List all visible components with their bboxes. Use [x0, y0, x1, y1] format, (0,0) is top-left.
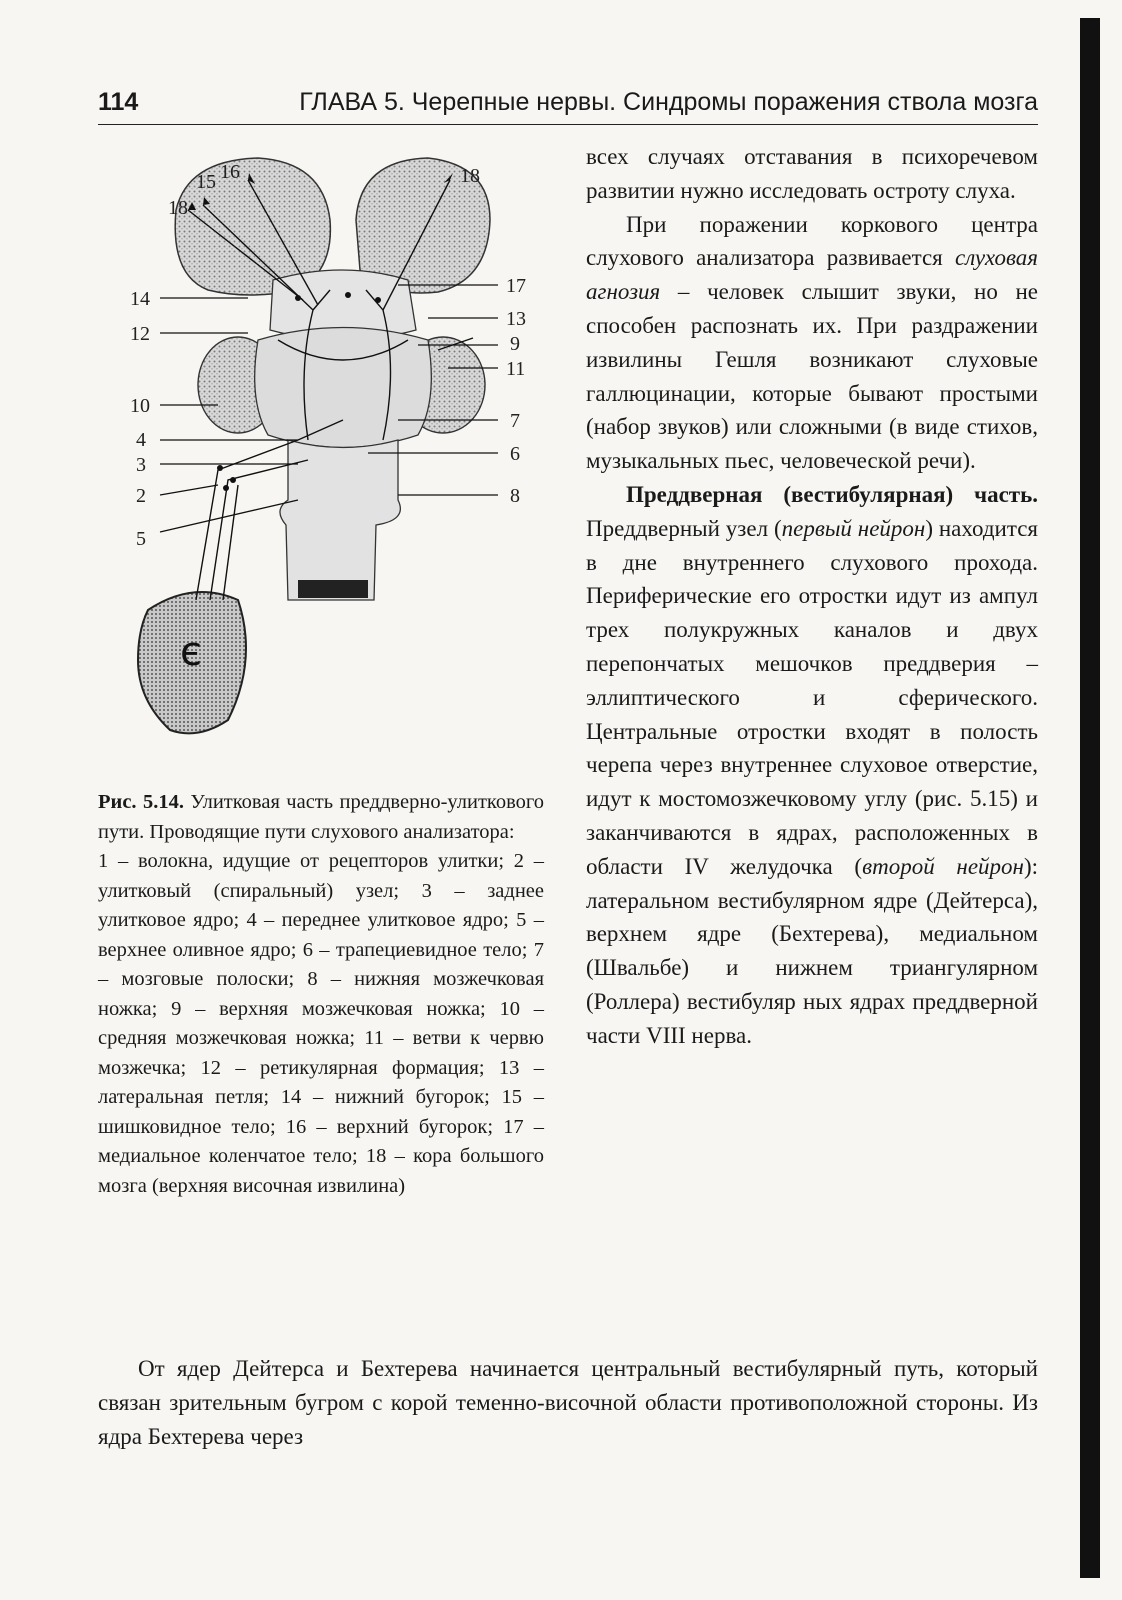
medulla [280, 440, 400, 600]
medulla-base [298, 580, 368, 598]
p3-emphasis-1: первый нейрон [781, 515, 926, 541]
paragraph-2 [586, 208, 1038, 478]
caption-text: Улитковая часть преддверно-улиткового пути. Проводящие пути слухового анализатора: [98, 791, 545, 843]
label-10: 10 [130, 395, 150, 417]
label-9: 9 [510, 333, 520, 355]
label-8: 8 [510, 485, 520, 507]
brainstem-diagram [98, 140, 548, 780]
label-6: 6 [510, 443, 520, 465]
p2-text-b: – человек слышит звуки, но не способен распознать их. При раздражении извилины Гешля возникают слуховые галлюцинации, которые бывают простыми (набор звуков) или сложными (в виде стихов, музыкальных пьес, человеческой речи). [586, 279, 1038, 474]
label-4: 4 [136, 429, 146, 451]
running-head: ГЛАВА 5. Черепные нервы. Синдромы поражения ствола мозга [299, 88, 1038, 116]
p3-text-a: Преддверный узел ( [586, 515, 782, 541]
label-17: 17 [506, 275, 526, 297]
caption-legend: 1 – волокна, идущие от рецепторов улитки; 2 – улитковый (спиральный) узел; 3 – заднее улитковое ядро; 4 – переднее улитковое ядро; 5 – верхнее оливное ядро; 6 – трапециевидное тело; 7 – мозговые полоски; 8 – нижняя мозжечковая ножка; 9 – верхняя мозжечковая ножка; 10 – средняя мозжечковая ножка; 11 – ветви к червю мозжечка; 12 – ретикулярная формация; 13 – латеральная петля; 14 – нижний бугорок; 15 – шишковидное тело; 16 – верхний бугорок; 17 – медиальное коленчатое тело; 18 – кора большого мозга (верхняя височная извилина) [98, 850, 544, 1197]
p2-emphasis: слуховая агнозия [586, 245, 1038, 305]
p3-emphasis-2: второй нейрон [862, 853, 1024, 879]
label-11: 11 [506, 358, 526, 380]
p3-text-c: ): латеральном вестибулярном ядре (Дейтерса), верхнем ядре (Бехтерева), медиальном (Швальбе) и нижнем триангулярном (Роллера) вестибуляр ных ядрах преддверной части VIII нерва. [586, 853, 1038, 1048]
label-16: 16 [220, 161, 240, 183]
label-14: 14 [130, 288, 150, 310]
label-18-left: 18 [168, 197, 188, 219]
p3-text-b: ) находится в дне внутреннего слухового прохода. Периферические его отростки идут из ампул трех полукружных каналов и двух перепончатых мешочков преддверия – эллиптического и сферического. Центральные отростки входят в полость черепа через внутреннее слуховое отверстие, идут к мостомозжечковому углу (рис. 5.15) и заканчиваются в ядрах, расположенных в области IV желудочка ( [586, 515, 1038, 879]
scan-edge-shadow [1080, 18, 1100, 1578]
page-header [98, 84, 1038, 125]
label-13: 13 [506, 308, 526, 330]
svg-text:є: є [180, 629, 202, 675]
figure-caption [98, 788, 544, 1201]
label-7: 7 [510, 410, 520, 432]
paragraph-3 [586, 478, 1038, 1053]
label-3: 3 [136, 454, 146, 476]
brainstem-figure [98, 140, 548, 780]
label-18-right: 18 [460, 165, 480, 187]
p2-text-a: При поражении коркового центра слухового анализатора развивается [586, 211, 1038, 271]
label-2: 2 [136, 485, 146, 507]
paragraph-1: всех случаях отставания в психоречевом развитии нужно исследовать остроту слуха. [586, 144, 1038, 203]
pons [255, 328, 432, 448]
section-heading: Преддверная (вестибулярная) часть. [626, 481, 1038, 507]
right-column-text [586, 140, 1038, 1053]
label-15: 15 [196, 171, 216, 193]
paragraph-4: От ядер Дейтерса и Бехтерева начинается центральный вестибулярный путь, который связан зрительным бугром с корой теменно-височной области противоположной стороны. Из ядра Бехтерева через [98, 1356, 1038, 1449]
label-5: 5 [136, 528, 146, 550]
bottom-paragraph [98, 1352, 1038, 1454]
label-12: 12 [130, 323, 150, 345]
caption-number: Рис. 5.14. [98, 791, 184, 813]
page-number: 114 [98, 88, 139, 116]
